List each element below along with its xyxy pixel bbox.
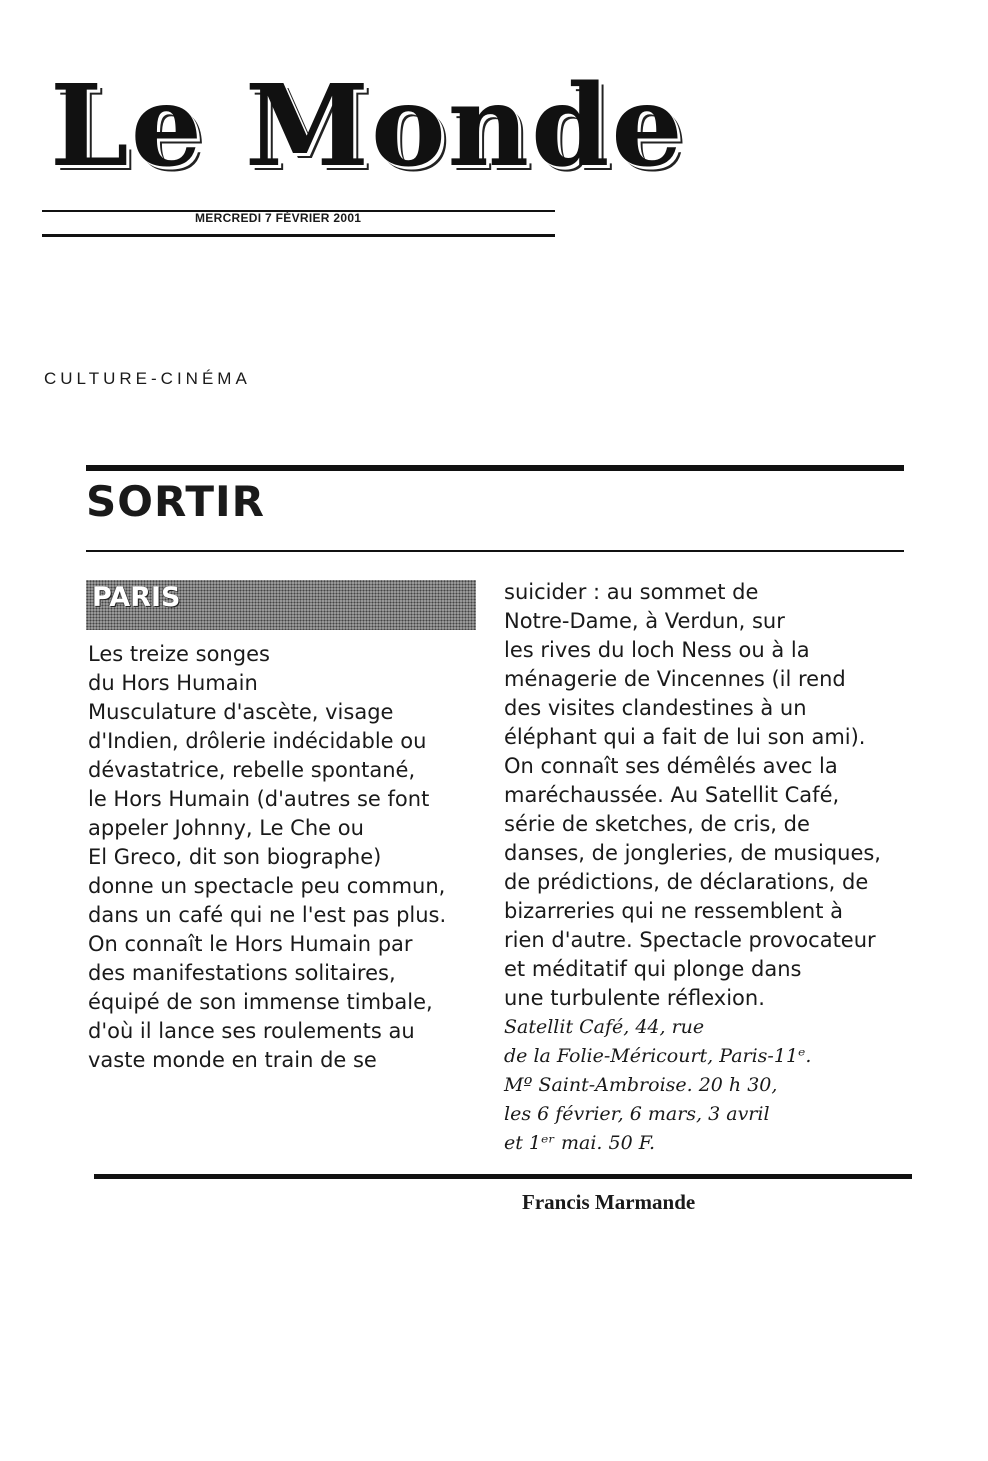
body-line: appeler Johnny, Le Che ou xyxy=(88,816,364,840)
headline-line: Les treize songes xyxy=(88,642,270,666)
body-line: suicider : au sommet de xyxy=(504,580,759,604)
body-line: et méditatif qui plonge dans xyxy=(504,957,802,981)
body-line: maréchaussée. Au Satellit Café, xyxy=(504,783,840,807)
venue-info-line: Mº Saint-Ambroise. 20 h 30, xyxy=(504,1074,778,1096)
body-line: d'Indien, drôlerie indécidable ou xyxy=(88,729,427,753)
article-column-right xyxy=(504,578,881,1158)
body-line: danses, de jongleries, de musiques, xyxy=(504,841,881,865)
article-rule-bottom xyxy=(94,1174,912,1179)
article-column-left xyxy=(88,640,446,1075)
masthead-logo: Le Monde xyxy=(50,61,685,192)
venue-info-line: les 6 février, 6 mars, 3 avril xyxy=(504,1103,770,1125)
body-line: bizarreries qui ne ressemblent à xyxy=(504,899,843,923)
rubric-title: SORTIR xyxy=(86,477,266,526)
body-line: d'où il lance ses roulements au xyxy=(88,1019,415,1043)
venue-info-line: Satellit Café, 44, rue xyxy=(504,1016,705,1038)
author-signature: Francis Marmande xyxy=(522,1190,696,1214)
body-line: dans un café qui ne l'est pas plus. xyxy=(88,903,447,927)
body-line: Musculature d'ascète, visage xyxy=(88,700,394,724)
rubric-rule-top xyxy=(86,465,904,471)
body-line: série de sketches, de cris, de xyxy=(504,812,810,836)
body-line: des manifestations solitaires, xyxy=(88,961,396,985)
rubric-rule-bottom xyxy=(86,550,904,552)
body-line: On connaît le Hors Humain par xyxy=(88,932,413,956)
body-line: dévastatrice, rebelle spontané, xyxy=(88,758,416,782)
body-line: donne un spectacle peu commun, xyxy=(88,874,446,898)
issue-date: MERCREDI 7 FÉVRIER 2001 xyxy=(195,211,362,225)
venue-info-line: et 1ᵉʳ mai. 50 F. xyxy=(504,1132,655,1154)
body-line: le Hors Humain (d'autres se font xyxy=(88,787,430,811)
body-line: les rives du loch Ness ou à la xyxy=(504,638,810,662)
body-line: une turbulente réflexion. xyxy=(504,986,765,1010)
body-line: On connaît ses démêlés avec la xyxy=(504,754,838,778)
body-line: des visites clandestines à un xyxy=(504,696,807,720)
body-line: El Greco, dit son biographe) xyxy=(88,845,382,869)
body-line: éléphant qui a fait de lui son ami). xyxy=(504,725,866,749)
body-line: de prédictions, de déclarations, de xyxy=(504,870,869,894)
article-headline xyxy=(88,640,446,698)
body-line: équipé de son immense timbale, xyxy=(88,990,433,1014)
city-banner xyxy=(86,580,476,630)
body-line: rien d'autre. Spectacle provocateur xyxy=(504,928,876,952)
body-line: ménagerie de Vincennes (il rend xyxy=(504,667,846,691)
venue-info-line: de la Folie-Méricourt, Paris-11ᵉ. xyxy=(504,1045,812,1067)
body-line: Notre-Dame, à Verdun, sur xyxy=(504,609,785,633)
headline-line: du Hors Humain xyxy=(88,671,258,695)
body-line: vaste monde en train de se xyxy=(88,1048,377,1072)
masthead-rule-bottom xyxy=(42,234,555,237)
section-label: CULTURE-CINÉMA xyxy=(44,369,251,388)
city-label: PARIS xyxy=(92,582,181,613)
